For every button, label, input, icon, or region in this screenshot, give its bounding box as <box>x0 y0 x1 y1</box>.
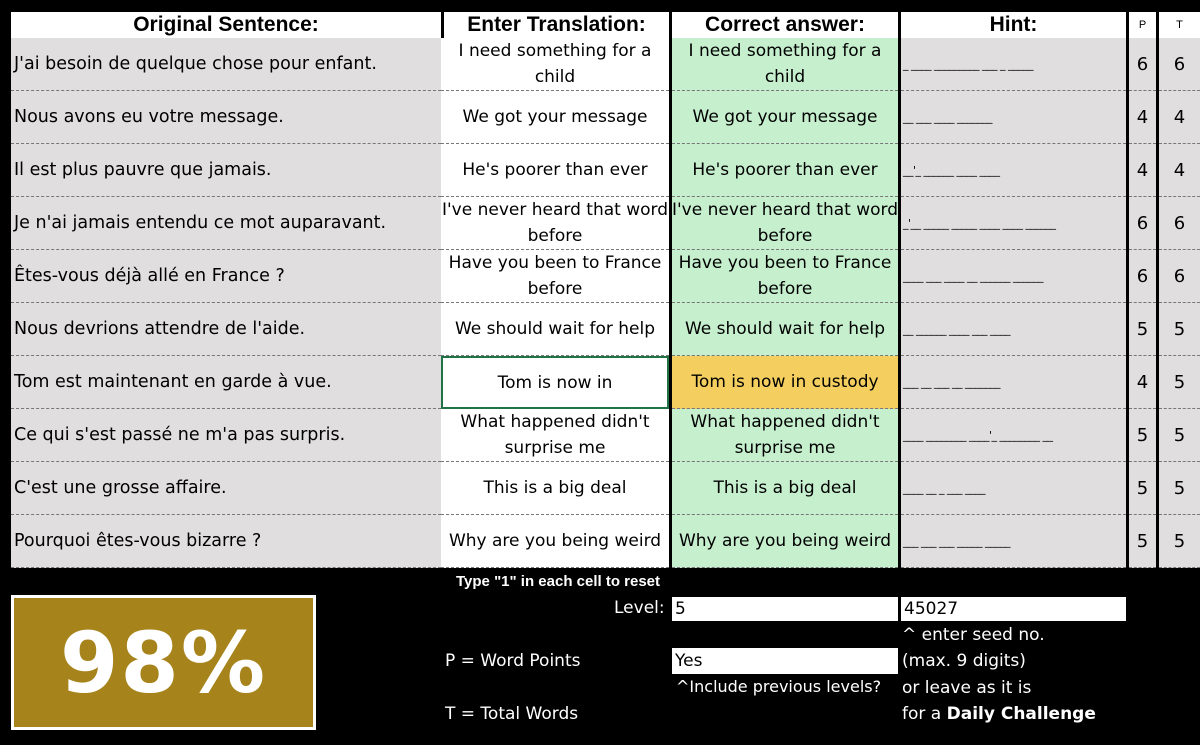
original-sentence: Je n'ai jamais entendu ce mot auparavant. <box>11 197 441 250</box>
daily-challenge-label: Daily Challenge <box>946 704 1096 724</box>
word-points: 4 <box>1129 91 1156 144</box>
correct-answer: I've never heard that word before <box>672 197 898 250</box>
original-sentence: Ce qui s'est passé ne m'a pas surpris. <box>11 409 441 462</box>
original-sentence: Êtes-vous déjà allé en France ? <box>11 250 441 303</box>
original-sentence: J'ai besoin de quelque chose pour enfant. <box>11 38 441 91</box>
header-original: Original Sentence: <box>11 12 441 38</box>
seed-note-1: ^ enter seed no. <box>902 625 1045 645</box>
hint: _ ____ _________ ___ _ _____ <box>901 38 1126 91</box>
sentence-row <box>11 91 1200 144</box>
seed-input[interactable]: 45027 <box>901 597 1126 621</box>
header-p: P <box>1129 12 1156 38</box>
total-words: 6 <box>1159 197 1200 250</box>
hint: __ ______ ____ ___ ____ <box>901 303 1126 356</box>
sentence-row <box>11 197 1200 250</box>
sentence-row <box>11 38 1200 91</box>
sentence-row <box>11 303 1200 356</box>
sentence-row <box>11 515 1200 568</box>
sentence-row <box>11 462 1200 515</box>
hint: ____ ________ ____'_ ________ __ <box>901 409 1126 462</box>
correct-answer: Tom is now in custody <box>672 356 898 409</box>
translation-input[interactable]: This is a big deal <box>441 462 669 515</box>
total-words: 6 <box>1159 250 1200 303</box>
word-points: 6 <box>1129 38 1156 91</box>
translation-input[interactable]: What happened didn't surprise me <box>441 409 669 462</box>
total-words: 5 <box>1159 303 1200 356</box>
total-words: 4 <box>1159 91 1200 144</box>
hint: _'__ _____ _____ ____ ____ ______ <box>901 197 1126 250</box>
translation-input[interactable]: Tom is now in <box>441 356 669 409</box>
original-sentence: Tom est maintenant en garde à vue. <box>11 356 441 409</box>
translation-input[interactable]: I need something for a child <box>441 38 669 91</box>
word-points: 5 <box>1129 515 1156 568</box>
correct-answer: Why are you being weird <box>672 515 898 568</box>
score-display: 98% <box>11 595 316 730</box>
original-sentence: Il est plus pauvre que jamais. <box>11 144 441 197</box>
header-translation: Enter Translation: <box>444 12 669 38</box>
correct-answer: Have you been to France before <box>672 250 898 303</box>
include-previous-input[interactable]: Yes <box>672 648 898 674</box>
total-words: 5 <box>1159 462 1200 515</box>
original-sentence: Pourquoi êtes-vous bizarre ? <box>11 515 441 568</box>
total-words: 4 <box>1159 144 1200 197</box>
header-answer: Correct answer: <box>672 12 898 38</box>
translation-input[interactable]: Why are you being weird <box>441 515 669 568</box>
word-points: 6 <box>1129 250 1156 303</box>
word-points: 4 <box>1129 144 1156 197</box>
word-points: 5 <box>1129 409 1156 462</box>
total-words: 5 <box>1159 515 1200 568</box>
header-t: T <box>1159 12 1200 38</box>
translation-input[interactable]: We got your message <box>441 91 669 144</box>
word-points: 4 <box>1129 356 1156 409</box>
translation-input[interactable]: He's poorer than ever <box>441 144 669 197</box>
level-label: Level: <box>614 598 665 618</box>
translation-input[interactable]: I've never heard that word before <box>441 197 669 250</box>
hint: ____ ___ ____ __ ______ ______ <box>901 250 1126 303</box>
sentence-row <box>11 250 1200 303</box>
hint: __'_ ______ ____ ____ <box>901 144 1126 197</box>
word-points: 5 <box>1129 303 1156 356</box>
correct-answer: This is a big deal <box>672 462 898 515</box>
hint: ___ __ ___ __ _______ <box>901 356 1126 409</box>
translation-input[interactable]: We should wait for help <box>441 303 669 356</box>
word-points: 5 <box>1129 462 1156 515</box>
correct-answer: He's poorer than ever <box>672 144 898 197</box>
t-legend: T = Total Words <box>445 704 579 724</box>
word-points: 6 <box>1129 197 1156 250</box>
correct-answer: I need something for a child <box>672 38 898 91</box>
original-sentence: Nous devrions attendre de l'aide. <box>11 303 441 356</box>
hint: ___ ___ ___ _____ _____ <box>901 515 1126 568</box>
include-previous-note: ^Include previous levels? <box>676 677 882 696</box>
correct-answer: We got your message <box>672 91 898 144</box>
correct-answer: What happened didn't surprise me <box>672 409 898 462</box>
total-words: 5 <box>1159 409 1200 462</box>
original-sentence: C'est une grosse affaire. <box>11 462 441 515</box>
level-input[interactable]: 5 <box>672 597 898 621</box>
total-words: 6 <box>1159 38 1200 91</box>
translation-input[interactable]: Have you been to France before <box>441 250 669 303</box>
sentence-row <box>11 409 1200 462</box>
seed-note-2: (max. 9 digits) <box>902 651 1026 671</box>
seed-note-4-prefix: for a <box>902 704 947 724</box>
correct-answer: We should wait for help <box>672 303 898 356</box>
sentence-row <box>11 356 1200 409</box>
seed-note-3: or leave as it is <box>902 678 1032 698</box>
header-hint: Hint: <box>901 12 1126 38</box>
seed-note-4 <box>902 704 1096 724</box>
original-sentence: Nous avons eu votre message. <box>11 91 441 144</box>
total-words: 5 <box>1159 356 1200 409</box>
sentence-row <box>11 144 1200 197</box>
reset-note: Type "1" in each cell to reset <box>456 573 661 590</box>
p-legend: P = Word Points <box>445 651 581 671</box>
hint: ____ __ _ ___ ____ <box>901 462 1126 515</box>
hint: __ ___ ____ _______ <box>901 91 1126 144</box>
